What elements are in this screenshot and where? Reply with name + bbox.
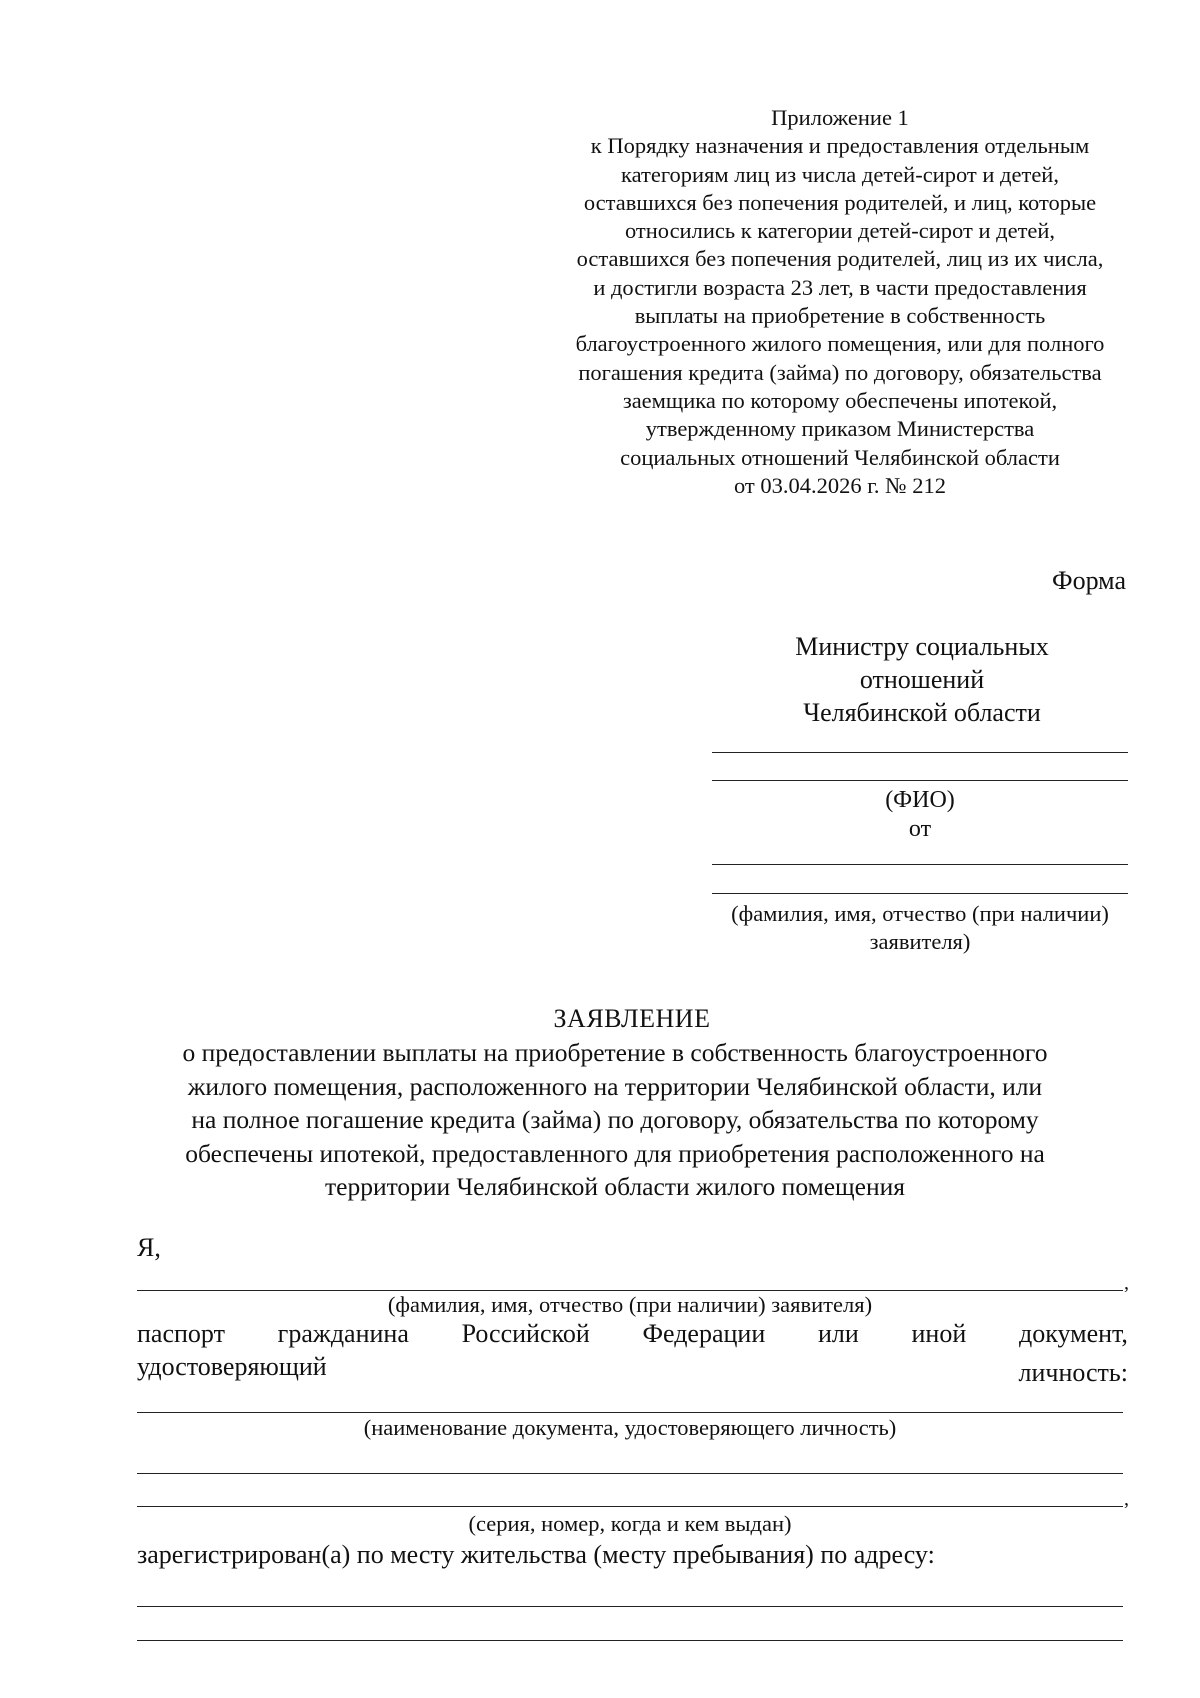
minister-name-line[interactable] bbox=[712, 752, 1128, 753]
annex-line: социальных отношений Челябинской области bbox=[620, 444, 1060, 470]
i-word: Я, bbox=[137, 1233, 161, 1262]
title-line: на полное погашение кредита (займа) по договору, обязательства по которому bbox=[191, 1105, 1039, 1134]
address-line[interactable] bbox=[137, 1640, 1123, 1641]
title-line: жилого помещения, расположенного на территории Челябинской области, или bbox=[187, 1071, 1043, 1101]
annex-header bbox=[540, 104, 1140, 500]
annex-line: и достигли возраста 23 лет, в части предоставления bbox=[593, 274, 1087, 300]
annex-line: благоустроенного жилого помещения, или для полного bbox=[575, 331, 1105, 357]
addressee-block bbox=[712, 630, 1132, 729]
annex-line: Приложение 1 bbox=[771, 105, 909, 130]
title-line: обеспечены ипотекой, предоставленного для приобретения расположенного на bbox=[185, 1138, 1045, 1168]
word: паспорт bbox=[137, 1319, 225, 1348]
word: личность: bbox=[1018, 1358, 1128, 1387]
applicant-name-line[interactable] bbox=[712, 864, 1128, 865]
document-details-line[interactable] bbox=[137, 1506, 1123, 1507]
registered-text: зарегистрирован(а) по месту жительства (месту пребывания) по адресу: bbox=[137, 1540, 935, 1569]
annex-line: оставшихся без попечения родителей, лиц из их числа, bbox=[576, 246, 1104, 272]
from-word: от bbox=[908, 816, 932, 842]
fio-caption: (фамилия, имя, отчество (при наличии) заявителя) bbox=[387, 1292, 873, 1317]
word: Федерации bbox=[642, 1319, 766, 1348]
document-title: ЗАЯВЛЕНИЕ bbox=[553, 1004, 711, 1033]
annex-line: погашения кредита (займа) по договору, обязательства bbox=[578, 359, 1102, 385]
passport-line bbox=[137, 1319, 1128, 1349]
annex-line: категориям лиц из числа детей-сирот и детей, bbox=[621, 161, 1059, 187]
document-caption: (наименование документа, удостоверяющего личность) bbox=[363, 1415, 897, 1440]
minister-name-line[interactable] bbox=[712, 780, 1128, 781]
annex-line: оставшихся без попечения родителей, и лиц, которые bbox=[583, 189, 1097, 215]
applicant-caption: (фамилия, имя, отчество (при наличии) bbox=[731, 901, 1109, 926]
title-line: территории Челябинской области жилого помещения bbox=[324, 1172, 906, 1201]
title-description bbox=[100, 1036, 1130, 1204]
annex-line: относились к категории детей-сирот и детей, bbox=[624, 218, 1056, 244]
addressee-line: отношений bbox=[859, 665, 985, 694]
word: документ, bbox=[1018, 1319, 1128, 1348]
document-details-line[interactable] bbox=[137, 1473, 1123, 1474]
annex-line: заемщика по которому обеспечены ипотекой, bbox=[622, 387, 1058, 413]
annex-line: выплаты на приобретение в собственность bbox=[634, 303, 1046, 329]
annex-line: к Порядку назначения и предоставления отдельным bbox=[590, 133, 1090, 159]
fio-caption: (ФИО) bbox=[885, 787, 955, 813]
applicant-name-line[interactable] bbox=[712, 893, 1128, 894]
document-name-line[interactable] bbox=[137, 1412, 1123, 1413]
form-label: Форма bbox=[1052, 566, 1126, 595]
word: удостоверяющий bbox=[137, 1352, 327, 1381]
comma: , bbox=[1124, 1488, 1129, 1510]
title-line: о предоставлении выплаты на приобретение в собственность благоустроенного bbox=[182, 1038, 1048, 1067]
address-line[interactable] bbox=[137, 1606, 1123, 1607]
annex-line: утвержденному приказом Министерства bbox=[645, 416, 1035, 442]
applicant-caption: заявителя) bbox=[869, 929, 971, 954]
series-caption: (серия, номер, когда и кем выдан) bbox=[468, 1511, 792, 1536]
certifying-line bbox=[137, 1352, 1128, 1388]
word: или bbox=[817, 1319, 859, 1348]
addressee-line: Челябинской области bbox=[803, 698, 1041, 727]
word: гражданина bbox=[277, 1319, 409, 1348]
word: иной bbox=[911, 1319, 967, 1348]
comma: , bbox=[1124, 1272, 1129, 1294]
addressee-line: Министру социальных bbox=[795, 632, 1049, 661]
annex-line: от 03.04.2026 г. № 212 bbox=[733, 472, 947, 498]
word: Российской bbox=[461, 1319, 590, 1348]
